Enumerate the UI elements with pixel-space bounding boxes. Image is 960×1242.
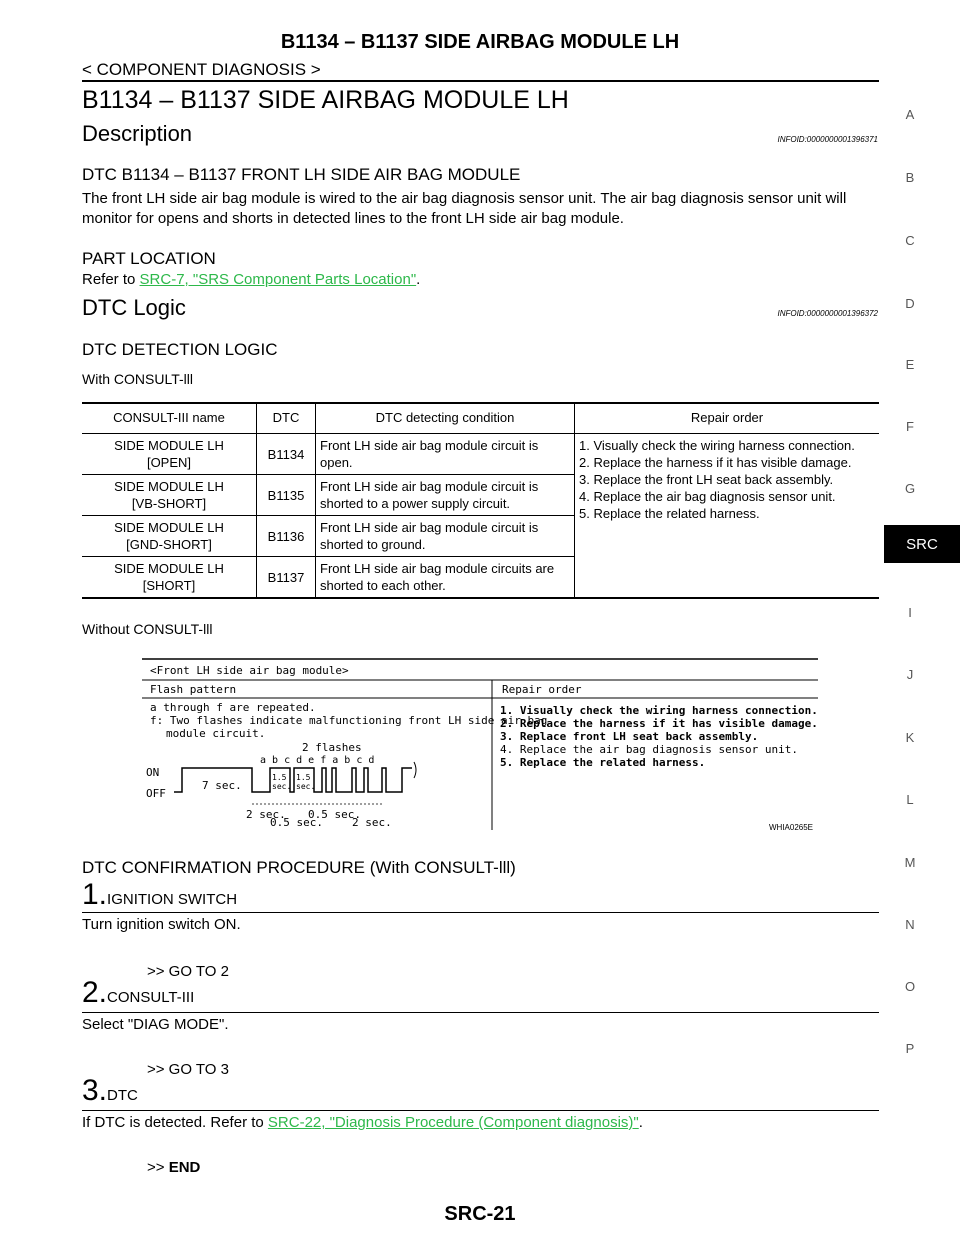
- step-number: 1.: [82, 878, 108, 911]
- repair-step: 5. Replace the related harness.: [579, 506, 760, 521]
- step-3-result-end: END: [168, 1159, 201, 1176]
- side-index-l[interactable]: L: [906, 792, 914, 807]
- step-title: DTC: [107, 1087, 138, 1104]
- figure-2sec: 2 sec.: [352, 816, 392, 829]
- side-index-j[interactable]: J: [906, 667, 914, 682]
- figure-repair-step: 4. Replace the air bag diagnosis sensor unit.: [500, 743, 799, 756]
- step-rule: [82, 1110, 879, 1111]
- dtc-code-cell: B1135: [257, 475, 316, 516]
- side-index-n[interactable]: N: [905, 917, 915, 932]
- figure-note: f: Two flashes indicate malfunctioning front LH side air bag: [150, 714, 548, 727]
- figure-repair-step: 1. Visually check the wiring harness connection.: [500, 704, 818, 717]
- consult-name-cell: [82, 434, 257, 475]
- table-row: [82, 434, 879, 475]
- diagnosis-procedure-link[interactable]: SRC-22, "Diagnosis Procedure (Component diagnosis)": [267, 1114, 639, 1131]
- header-subtitle: < COMPONENT DIAGNOSIS >: [82, 60, 321, 79]
- dtc-table: [82, 402, 879, 599]
- with-consult-label: With CONSULT-lll: [82, 371, 193, 387]
- table-header-row: [82, 403, 879, 434]
- table-header-cell: CONSULT-III name: [82, 403, 257, 434]
- figure-15sec-unit: sec.: [296, 782, 316, 791]
- consult-name-cell: [82, 557, 257, 599]
- table-header-cell: DTC: [257, 403, 316, 434]
- consult-name-line: SIDE MODULE LH: [114, 520, 224, 535]
- figure-repair-step: 2. Replace the harness if it has visible damage.: [500, 717, 818, 730]
- condition-cell: Front LH side air bag module circuit is shorted to a power supply circuit.: [316, 475, 575, 516]
- without-consult-label: Without CONSULT-lll: [82, 621, 213, 637]
- condition-cell: Front LH side air bag module circuit is shorted to ground.: [316, 516, 575, 557]
- step-number: 2.: [82, 976, 108, 1009]
- figure-col-flash: Flash pattern: [150, 683, 237, 696]
- figure-on-label: ON: [146, 766, 160, 779]
- part-location-suffix: .: [416, 271, 421, 288]
- step-3-heading: [82, 1074, 138, 1108]
- repair-step: 1. Visually check the wiring harness connection.: [579, 438, 855, 453]
- figure-7sec: 7 sec.: [202, 779, 242, 792]
- flash-pattern-figure: [142, 658, 818, 830]
- step-3-result-prefix: >>: [147, 1159, 169, 1176]
- step-1-result: >> GO TO 2: [147, 963, 229, 980]
- consult-name-line: [GND-SHORT]: [126, 537, 212, 552]
- page-title: B1134 – B1137 SIDE AIRBAG MODULE LH: [82, 86, 569, 114]
- side-index-g[interactable]: G: [904, 481, 916, 496]
- header-rule: [82, 80, 879, 82]
- figure-code: WHIA0265E: [769, 823, 814, 832]
- repair-order-cell: [575, 434, 880, 599]
- figure-note: module circuit.: [166, 727, 266, 740]
- figure-15sec: 1.5: [272, 773, 287, 782]
- dtc-logic-infoid: INFOID:0000000001396372: [777, 309, 878, 318]
- figure-title: <Front LH side air bag module>: [150, 664, 349, 677]
- condition-cell: Front LH side air bag module circuit is open.: [316, 434, 575, 475]
- side-index-p[interactable]: P: [905, 1041, 915, 1056]
- dtc-code-cell: B1136: [257, 516, 316, 557]
- part-location-heading: PART LOCATION: [82, 249, 216, 268]
- step-2-result: >> GO TO 3: [147, 1061, 229, 1078]
- step-3-result: [147, 1158, 200, 1178]
- consult-name-line: [SHORT]: [142, 578, 196, 593]
- repair-step: 4. Replace the air bag diagnosis sensor unit.: [579, 489, 836, 504]
- step-rule: [82, 912, 879, 913]
- dtc-detection-logic-heading: DTC DETECTION LOGIC: [82, 340, 278, 359]
- repair-step: 2. Replace the harness if it has visible damage.: [579, 455, 852, 470]
- consult-name-line: SIDE MODULE LH: [114, 479, 224, 494]
- figure-15sec-unit: sec.: [272, 782, 292, 791]
- description-heading: Description: [82, 121, 193, 146]
- figure-05sec: 0.5 sec.: [270, 816, 323, 829]
- procedure-heading: DTC CONFIRMATION PROCEDURE (With CONSULT-lll): [82, 858, 516, 877]
- repair-step: 3. Replace the front LH seat back assembly.: [579, 472, 834, 487]
- figure-letters: a b c d e f a b c d: [260, 755, 375, 766]
- consult-name-line: SIDE MODULE LH: [114, 438, 224, 453]
- dtc-code-cell: B1137: [257, 557, 316, 599]
- step-3-text: [82, 1113, 643, 1133]
- side-index-b[interactable]: B: [905, 170, 915, 185]
- figure-2sec: 2 sec.: [246, 808, 286, 821]
- side-index-d[interactable]: D: [905, 296, 915, 311]
- part-location-text: [82, 270, 420, 290]
- step-title: CONSULT-III: [107, 989, 195, 1006]
- figure-05sec: 0.5 sec.: [308, 808, 361, 821]
- consult-name-line: SIDE MODULE LH: [114, 561, 224, 576]
- consult-name-cell: [82, 475, 257, 516]
- step-rule: [82, 1012, 879, 1013]
- step-1-text: Turn ignition switch ON.: [82, 916, 241, 933]
- table-header-cell: DTC detecting condition: [316, 403, 575, 434]
- side-index-f[interactable]: F: [906, 419, 914, 434]
- consult-name-line: [OPEN]: [146, 455, 192, 470]
- part-location-link[interactable]: SRC-7, "SRS Component Parts Location": [139, 271, 417, 288]
- step-2-text: Select "DIAG MODE".: [82, 1016, 229, 1033]
- figure-repair-step: 5. Replace the related harness.: [500, 756, 706, 769]
- dtc-code-cell: B1134: [257, 434, 316, 475]
- step-number: 3.: [82, 1074, 108, 1107]
- figure-repair-step: 3. Replace front LH seat back assembly.: [500, 730, 759, 743]
- side-index-a[interactable]: A: [905, 107, 915, 122]
- consult-name-cell: [82, 516, 257, 557]
- figure-two-flashes: 2 flashes: [302, 741, 362, 754]
- side-index-o[interactable]: O: [904, 979, 916, 994]
- description-infoid: INFOID:0000000001396371: [777, 135, 878, 144]
- figure-note: a through f are repeated.: [150, 701, 316, 714]
- description-text: The front LH side air bag module is wired to the air bag diagnosis sensor unit. The air bag diagnosis sensor unit will monitor for opens and shorts in detected lines to the front LH side air bag module.: [82, 190, 847, 227]
- step-2-heading: [82, 976, 194, 1010]
- figure-15sec: 1.5: [296, 773, 311, 782]
- condition-cell: Front LH side air bag module circuits are shorted to each other.: [316, 557, 575, 599]
- figure-off-label: OFF: [146, 787, 166, 800]
- table-header-cell: Repair order: [575, 403, 880, 434]
- side-index-src[interactable]: SRC: [884, 525, 960, 563]
- side-index-m[interactable]: M: [904, 855, 916, 870]
- step-3-suffix: .: [638, 1114, 643, 1131]
- part-location-prefix: Refer to: [82, 271, 140, 288]
- page-number: SRC-21: [444, 1203, 516, 1225]
- side-index-k[interactable]: K: [905, 730, 915, 745]
- side-index-c[interactable]: C: [905, 233, 915, 248]
- consult-name-line: [VB-SHORT]: [131, 496, 207, 511]
- side-index-i[interactable]: I: [908, 605, 912, 620]
- side-index-e[interactable]: E: [905, 357, 915, 372]
- description-sub-heading: DTC B1134 – B1137 FRONT LH SIDE AIR BAG MODULE: [82, 165, 521, 184]
- step-title: IGNITION SWITCH: [107, 891, 238, 908]
- dtc-logic-heading: DTC Logic: [82, 295, 186, 320]
- step-1-heading: [82, 878, 237, 912]
- step-3-prefix: If DTC is detected. Refer to: [82, 1114, 268, 1131]
- figure-col-repair: Repair order: [502, 683, 582, 696]
- header-title: B1134 – B1137 SIDE AIRBAG MODULE LH: [280, 31, 680, 53]
